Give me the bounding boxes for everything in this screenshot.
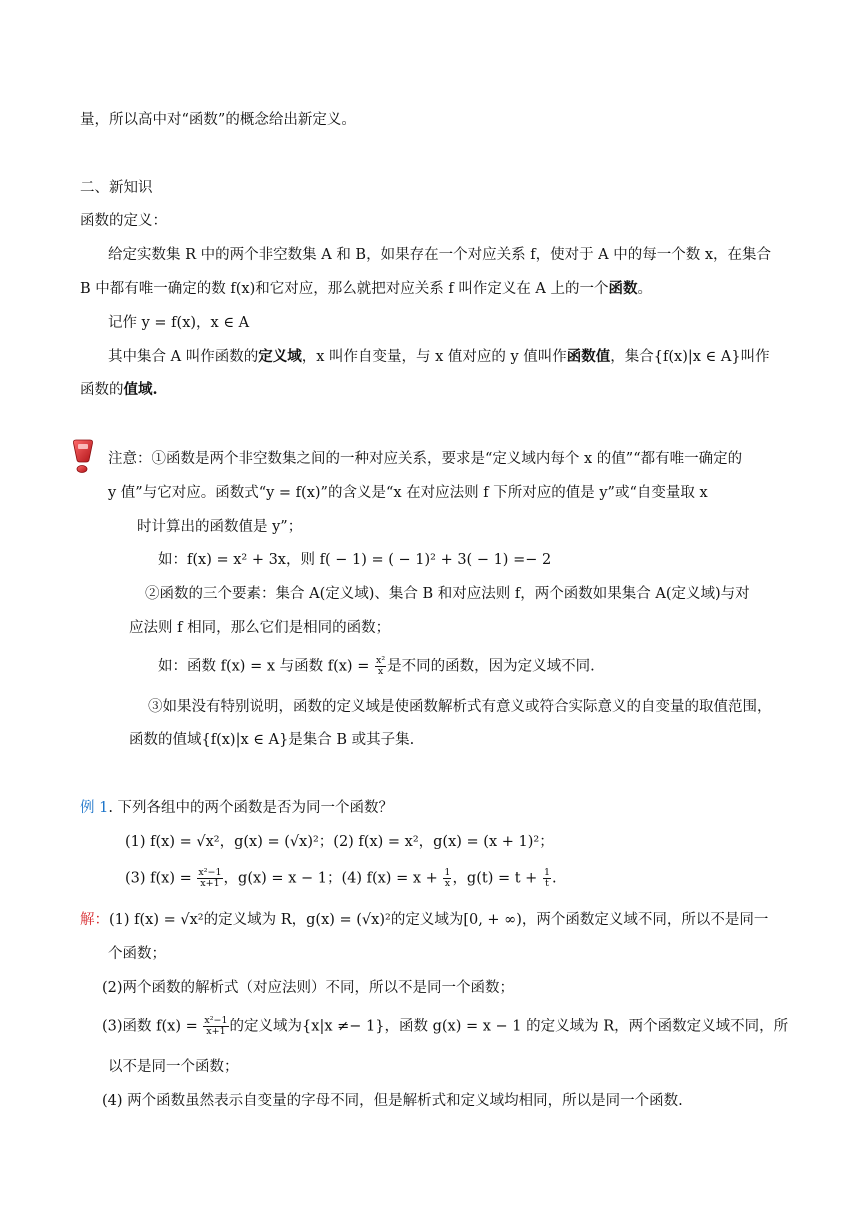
note-line-2: y 值”与它对应。函数式“y = f(x)”的含义是“x 在对应法则 f 下所对应的值是 y”或“自变量取 x — [108, 485, 708, 501]
solution-line-1b: 个函数； — [108, 946, 166, 962]
note-line-3: 时计算出的函数值是 y”； — [137, 519, 303, 535]
definition-notation: 记作 y = f(x)，x ∈ A — [108, 315, 250, 331]
definition-domain-line: 其中集合 A 叫作函数的定义域，x 叫作自变量，与 x 值对应的 y 值叫作函数值，集合{f(x)|x ∈ A}叫作 — [108, 348, 770, 365]
example-row-2: (3) f(x) = $\frac{\text{x²−1}}{x+1}$ ，g(x) = x − 1；(4) f(x) = x + $\frac{1}{x}$ ，g(t) = t + $\frac{1}{t}$ . — [125, 867, 557, 889]
fraction: $\frac{\text{x²−1}}{x+1}$ — [198, 867, 222, 889]
solution-line-1: 解：(1) f(x) = √x²的定义域为 R，g(x) = (√x)²的定义域为[0, + ∞)，两个函数定义域不同，所以不是同一 — [80, 912, 769, 928]
note-line-1: 注意：①函数是两个非空数集之间的一种对应关系，要求是“定义域内每个 x 的值”“都有唯一确定的 — [108, 451, 743, 467]
definition-paragraph-line-2: B 中都有唯一确定的数 f(x)和它对应，那么就把对应关系 f 叫作定义在 A 上的一个函数。 — [80, 280, 653, 297]
fraction: $\frac{1}{x}$ — [444, 867, 451, 889]
solution-line-2: (2)两个函数的解析式（对应法则）不同，所以不是同一个函数； — [102, 980, 515, 996]
term-range: 值域 — [123, 381, 153, 398]
fraction: $\frac{1}{t}$ — [543, 867, 550, 889]
section-heading: 二、新知识 — [80, 180, 153, 196]
solution-line-3b: 以不是同一个函数； — [108, 1059, 239, 1075]
note-line-5: ②函数的三个要素：集合 A(定义域)、集合 B 和对应法则 f，两个函数如果集合 A(定义域)与对 — [145, 586, 750, 602]
note-example-1: 如：f(x) = x² + 3x，则 f( − 1) = ( − 1)² + 3( − 1) =− 2 — [158, 552, 552, 568]
note-line-9: 函数的值域{f(x)|x ∈ A}是集合 B 或其子集. — [129, 732, 415, 748]
term-domain: 定义域 — [258, 348, 302, 365]
example-row-1: (1) f(x) = √x²，g(x) = (√x)²；(2) f(x) = x²，g(x) = (x + 1)²； — [125, 834, 554, 850]
alert-pin-icon — [70, 438, 96, 474]
fraction: $\frac{\text{x²−1}}{x+1}$ — [204, 1015, 228, 1037]
solution-line-4: (4) 两个函数虽然表示自变量的字母不同，但是解析式和定义域均相同，所以是同一个函数. — [102, 1093, 683, 1109]
term-function-value: 函数值 — [566, 348, 611, 365]
definition-range-line: 函数的值域. — [80, 381, 158, 398]
definition-paragraph-line-1: 给定实数集 R 中的两个非空数集 A 和 B，如果存在一个对应关系 f，使对于 A 中的每一个数 x，在集合 — [108, 247, 772, 263]
example-label: 例 1 — [80, 800, 109, 816]
definition-heading: 函数的定义： — [80, 213, 167, 229]
solution-line-3: (3)函数 f(x) = $\frac{\text{x²−1}}{x+1}$ 的定义域为{x|x ≠− 1}，函数 g(x) = x − 1 的定义域为 R，两个函数定义域不同，所 — [102, 1015, 789, 1037]
fraction: $\frac{\text{x²}}{x}$ — [375, 655, 386, 677]
term-function: 函数 — [608, 280, 638, 297]
note-example-2: 如：函数 f(x) = x 与函数 f(x) = $\frac{\text{x²}}{x}$ 是不同的函数，因为定义域不同. — [158, 655, 595, 677]
intro-continuation: 量，所以高中对“函数”的概念给出新定义。 — [80, 112, 356, 128]
note-line-8: ③如果没有特别说明，函数的定义域是使函数解析式有意义或符合实际意义的自变量的取值范围， — [148, 699, 772, 715]
note-line-6: 应法则 f 相同，那么它们是相同的函数； — [129, 620, 391, 636]
example-heading: 例 1. 下列各组中的两个函数是否为同一个函数？ — [80, 800, 394, 816]
solution-label: 解： — [80, 912, 109, 928]
